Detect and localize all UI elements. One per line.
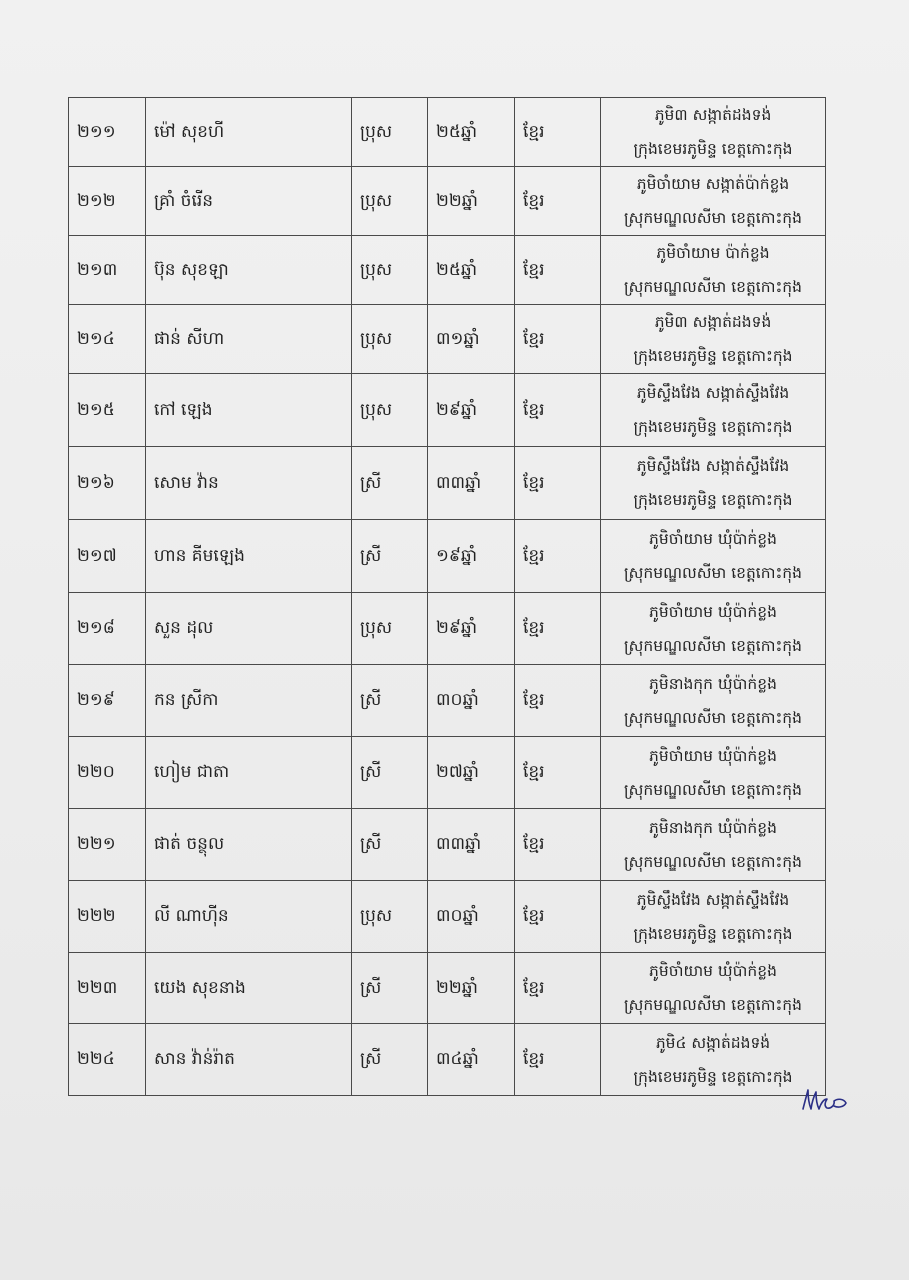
name-cell: យេង សុខនាង [146, 953, 352, 1024]
age-cell: ២៧ឆ្នាំ [428, 737, 515, 809]
address-line-village: ភូមិនាងកុក ឃុំប៉ាក់ខ្លង [649, 818, 777, 837]
row-number-cell: ២២០ [69, 737, 146, 809]
nationality-cell: ខ្មែរ [515, 809, 601, 881]
age-cell: ១៩ឆ្នាំ [428, 520, 515, 593]
name-cell: ផាត់ ចន្ថុល [146, 809, 352, 881]
age-cell: ៣០ឆ្នាំ [428, 665, 515, 737]
nationality-cell: ខ្មែរ [515, 374, 601, 447]
address-line-village: ភូមិចាំយាម ឃុំប៉ាក់ខ្លង [649, 602, 777, 621]
address-cell [601, 809, 826, 881]
address-line-district: ស្រុកមណ្ឌលសីមា ខេត្តកោះកុង [624, 996, 802, 1014]
address-cell [601, 1024, 826, 1096]
sex-cell: ស្រី [352, 737, 428, 809]
nationality-cell: ខ្មែរ [515, 447, 601, 520]
table-row [69, 447, 826, 520]
age-cell: ៣៣ឆ្នាំ [428, 809, 515, 881]
table-row [69, 520, 826, 593]
table-row [69, 167, 826, 236]
table-row [69, 737, 826, 809]
row-number-cell: ២១៣ [69, 236, 146, 305]
name-cell: ប៊ុន សុខឡា [146, 236, 352, 305]
nationality-cell: ខ្មែរ [515, 98, 601, 167]
roster-table-body [69, 98, 826, 1096]
sex-cell: ប្រុស [352, 167, 428, 236]
address-line-district: ក្រុងខេមរភូមិន្ទ ខេត្តកោះកុង [633, 1067, 793, 1086]
address-line-village: ភូមិស្ទឹងវែង សង្កាត់ស្ទឹងវែង [636, 890, 790, 909]
row-number-cell: ២១៧ [69, 520, 146, 593]
nationality-cell: ខ្មែរ [515, 167, 601, 236]
row-number-cell: ២១៨ [69, 593, 146, 665]
name-cell: ម៉ៅ សុខហី [146, 98, 352, 167]
nationality-cell: ខ្មែរ [515, 665, 601, 737]
address-cell [601, 881, 826, 953]
address-line-village: ភូមិចាំយាម ឃុំប៉ាក់ខ្លង [649, 530, 777, 548]
sex-cell: ស្រី [352, 809, 428, 881]
row-number-cell: ២១២ [69, 167, 146, 236]
nationality-cell: ខ្មែរ [515, 1024, 601, 1096]
address-line-district: ស្រុកមណ្ឌលសីមា ខេត្តកោះកុង [624, 636, 802, 655]
address-line-district: ក្រុងខេមរភូមិន្ទ ខេត្តកោះកុង [633, 924, 793, 943]
address-cell [601, 236, 826, 305]
address-line-district: ក្រុងខេមរភូមិន្ទ ខេត្តកោះកុង [633, 491, 793, 509]
nationality-cell: ខ្មែរ [515, 953, 601, 1024]
table-row [69, 593, 826, 665]
address-line-village: ភូមិចាំយាម ឃុំប៉ាក់ខ្លង [649, 746, 777, 765]
sex-cell: ស្រី [352, 953, 428, 1024]
table-row [69, 881, 826, 953]
roster-table [68, 97, 826, 1096]
row-number-cell: ២២១ [69, 809, 146, 881]
nationality-cell: ខ្មែរ [515, 737, 601, 809]
nationality-cell: ខ្មែរ [515, 305, 601, 374]
row-number-cell: ២១៦ [69, 447, 146, 520]
address-line-district: ក្រុងខេមរភូមិន្ទ ខេត្តកោះកុង [633, 347, 793, 365]
name-cell: គ្រាំ ចំរើន [146, 167, 352, 236]
name-cell: សាន វ៉ាន់រ៉ាត [146, 1024, 352, 1096]
age-cell: ៣១ឆ្នាំ [428, 305, 515, 374]
table-row [69, 374, 826, 447]
address-line-district: ក្រុងខេមរភូមិន្ទ ខេត្តកោះកុង [633, 418, 793, 436]
address-cell [601, 447, 826, 520]
address-line-district: ស្រុកមណ្ឌលសីមា ខេត្តកោះកុង [624, 780, 802, 799]
row-number-cell: ២១១ [69, 98, 146, 167]
age-cell: ៣៤ឆ្នាំ [428, 1024, 515, 1096]
sex-cell: ស្រី [352, 1024, 428, 1096]
row-number-cell: ២២២ [69, 881, 146, 953]
table-row [69, 1024, 826, 1096]
address-cell [601, 305, 826, 374]
address-cell [601, 593, 826, 665]
row-number-cell: ២២៤ [69, 1024, 146, 1096]
address-line-village: ភូមិនាងកុក ឃុំប៉ាក់ខ្លង [649, 674, 777, 693]
age-cell: ២២ឆ្នាំ [428, 953, 515, 1024]
table-row [69, 236, 826, 305]
table-row [69, 305, 826, 374]
sex-cell: ប្រុស [352, 236, 428, 305]
sex-cell: ប្រុស [352, 593, 428, 665]
address-line-village: ភូមិចាំយាម ឃុំប៉ាក់ខ្លង [649, 962, 777, 980]
address-cell [601, 665, 826, 737]
address-line-district: ស្រុកមណ្ឌលសីមា ខេត្តកោះកុង [624, 278, 802, 296]
row-number-cell: ២១៤ [69, 305, 146, 374]
address-line-village: ភូមិស្ទឹងវែង សង្កាត់ស្ទឹងវែង [636, 457, 790, 475]
address-cell [601, 98, 826, 167]
table-row [69, 809, 826, 881]
sex-cell: ប្រុស [352, 305, 428, 374]
address-line-district: ស្រុកមណ្ឌលសីមា ខេត្តកោះកុង [624, 564, 802, 582]
address-line-village: ភូមិចាំយាម សង្កាត់ប៉ាក់ខ្លង [636, 175, 790, 193]
age-cell: ៣៣ឆ្នាំ [428, 447, 515, 520]
sex-cell: ប្រុស [352, 881, 428, 953]
age-cell: ២៩ឆ្នាំ [428, 593, 515, 665]
sex-cell: ប្រុស [352, 374, 428, 447]
row-number-cell: ២២៣ [69, 953, 146, 1024]
address-cell [601, 167, 826, 236]
address-line-village: ភូមិ៣ សង្កាត់ដងទង់ [654, 106, 772, 124]
age-cell: ២៩ឆ្នាំ [428, 374, 515, 447]
address-line-district: ស្រុកមណ្ឌលសីមា ខេត្តកោះកុង [624, 852, 802, 871]
sex-cell: ស្រី [352, 520, 428, 593]
address-line-village: ភូមិចាំយាម ប៉ាក់ខ្លង [656, 244, 770, 262]
address-cell [601, 520, 826, 593]
table-row [69, 665, 826, 737]
address-line-district: ក្រុងខេមរភូមិន្ទ ខេត្តកោះកុង [633, 140, 793, 158]
row-number-cell: ២១៩ [69, 665, 146, 737]
table-row [69, 953, 826, 1024]
address-line-district: ស្រុកមណ្ឌលសីមា ខេត្តកោះកុង [624, 708, 802, 727]
name-cell: កៅ ឡេង [146, 374, 352, 447]
nationality-cell: ខ្មែរ [515, 236, 601, 305]
nationality-cell: ខ្មែរ [515, 593, 601, 665]
signature-icon [800, 1085, 850, 1115]
name-cell: ហាន គីមឡេង [146, 520, 352, 593]
sex-cell: ស្រី [352, 665, 428, 737]
address-cell [601, 737, 826, 809]
address-line-district: ស្រុកមណ្ឌលសីមា ខេត្តកោះកុង [624, 209, 802, 227]
address-cell [601, 953, 826, 1024]
age-cell: ២២ឆ្នាំ [428, 167, 515, 236]
age-cell: ២៥ឆ្នាំ [428, 98, 515, 167]
address-line-village: ភូមិ៤ សង្កាត់ដងទង់ [655, 1033, 771, 1052]
address-line-village: ភូមិ៣ សង្កាត់ដងទង់ [654, 313, 772, 331]
name-cell: កន ស្រីកា [146, 665, 352, 737]
nationality-cell: ខ្មែរ [515, 881, 601, 953]
name-cell: ហៀម ជាតា [146, 737, 352, 809]
address-line-village: ភូមិស្ទឹងវែង សង្កាត់ស្ទឹងវែង [636, 384, 790, 402]
name-cell: សោម វ៉ាន [146, 447, 352, 520]
sex-cell: ស្រី [352, 447, 428, 520]
address-cell [601, 374, 826, 447]
table-row [69, 98, 826, 167]
row-number-cell: ២១៥ [69, 374, 146, 447]
sex-cell: ប្រុស [352, 98, 428, 167]
nationality-cell: ខ្មែរ [515, 520, 601, 593]
name-cell: លី ណាហ៊ីន [146, 881, 352, 953]
name-cell: សួន ដុល [146, 593, 352, 665]
name-cell: ផាន់ សីហា [146, 305, 352, 374]
age-cell: ៣០ឆ្នាំ [428, 881, 515, 953]
age-cell: ២៥ឆ្នាំ [428, 236, 515, 305]
